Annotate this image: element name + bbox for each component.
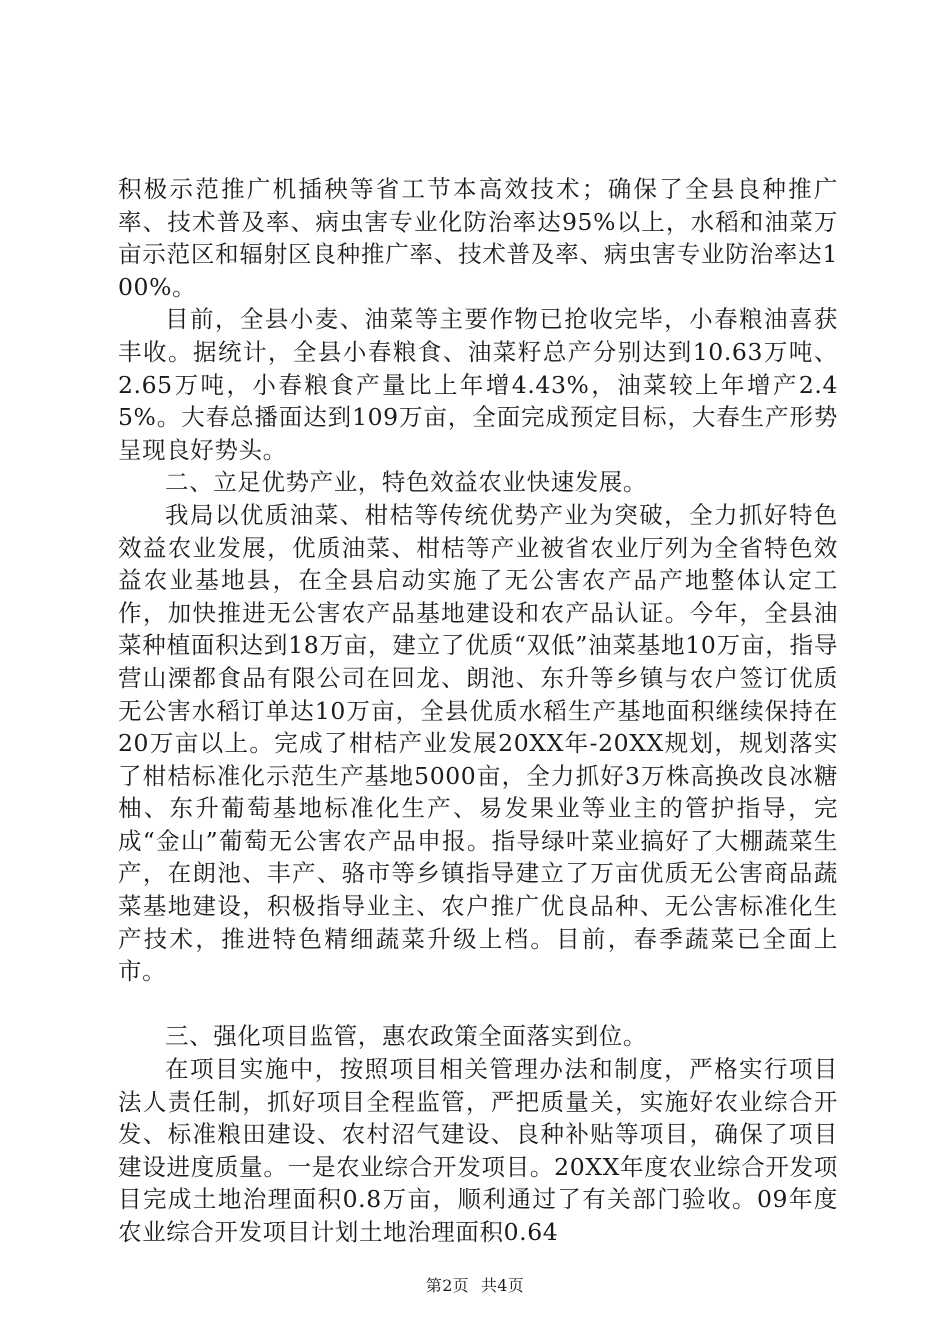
paragraph-1: 积极示范推广机插秧等省工节本高效技术；确保了全县良种推广率、技术普及率、病虫害专业化防治率达95%以上，水稻和油菜万亩示范区和辐射区良种推广率、技术普及率、病虫害专业防治率达100%。 — [118, 175, 838, 301]
paragraph-3: 我局以优质油菜、柑桔等传统优势产业为突破，全力抓好特色效益农业发展，优质油菜、柑桔等产业被省农业厅列为全省特色效益农业基地县，在全县启动实施了无公害农产品产地整体认定工作，加快推进无公害农产品基地建设和农产品认证。今年，全县油菜种植面积达到18万亩，建立了优质“双低”油菜基地10万亩，指导营山溧都食品有限公司在回龙、朗池、东升等乡镇与农户签订优质无公害水稻订单达10万亩，全县优质水稻生产基地面积继续保持在20万亩以上。完成了柑桔产业发展20XX年-20XX规划，规划落实了柑桔标准化示范生产基地5000亩，全力抓好3万株高换改良冰糖柚、东升葡萄基地标准化生产、易发果业等业主的管护指导，完成“金山”葡萄无公害农产品申报。指导绿叶菜业搞好了大棚蔬菜生产，在朗池、丰产、骆市等乡镇指导建立了万亩优质无公害商品蔬菜基地建设，积极指导业主、农户推广优良品种、无公害标准化生产技术，推进特色精细蔬菜升级上档。目前，春季蔬菜已全面上市。 — [118, 500, 838, 986]
page-number: 第2页 — [425, 1276, 469, 1295]
section-heading-3: 三、强化项目监管，惠农政策全面落实到位。 — [165, 1022, 647, 1051]
section-heading-2: 二、立足优势产业，特色效益农业快速发展。 — [165, 468, 647, 497]
document-body — [118, 173, 838, 1249]
page-footer — [0, 1273, 950, 1296]
paragraph-2: 目前，全县小麦、油菜等主要作物已抢收完毕，小春粮油喜获丰收。据统计，全县小春粮食、油菜籽总产分别达到10.63万吨、2.65万吨，小春粮食产量比上年增4.43%，油菜较上年增产2.45%。大春总播面达到109万亩，全面完成预定目标，大春生产形势呈现良好势头。 — [118, 305, 838, 464]
paragraph-4: 在项目实施中，按照项目相关管理办法和制度，严格实行项目法人责任制，抓好项目全程监管，严把质量关，实施好农业综合开发、标准粮田建设、农村沼气建设、良种补贴等项目，确保了项目建设进度质量。一是农业综合开发项目。20XX年度农业综合开发项目完成土地治理面积0.8万亩，顺利通过了有关部门验收。09年度农业综合开发项目计划土地治理面积0.64 — [118, 1055, 838, 1246]
page-total: 共4页 — [481, 1276, 525, 1295]
